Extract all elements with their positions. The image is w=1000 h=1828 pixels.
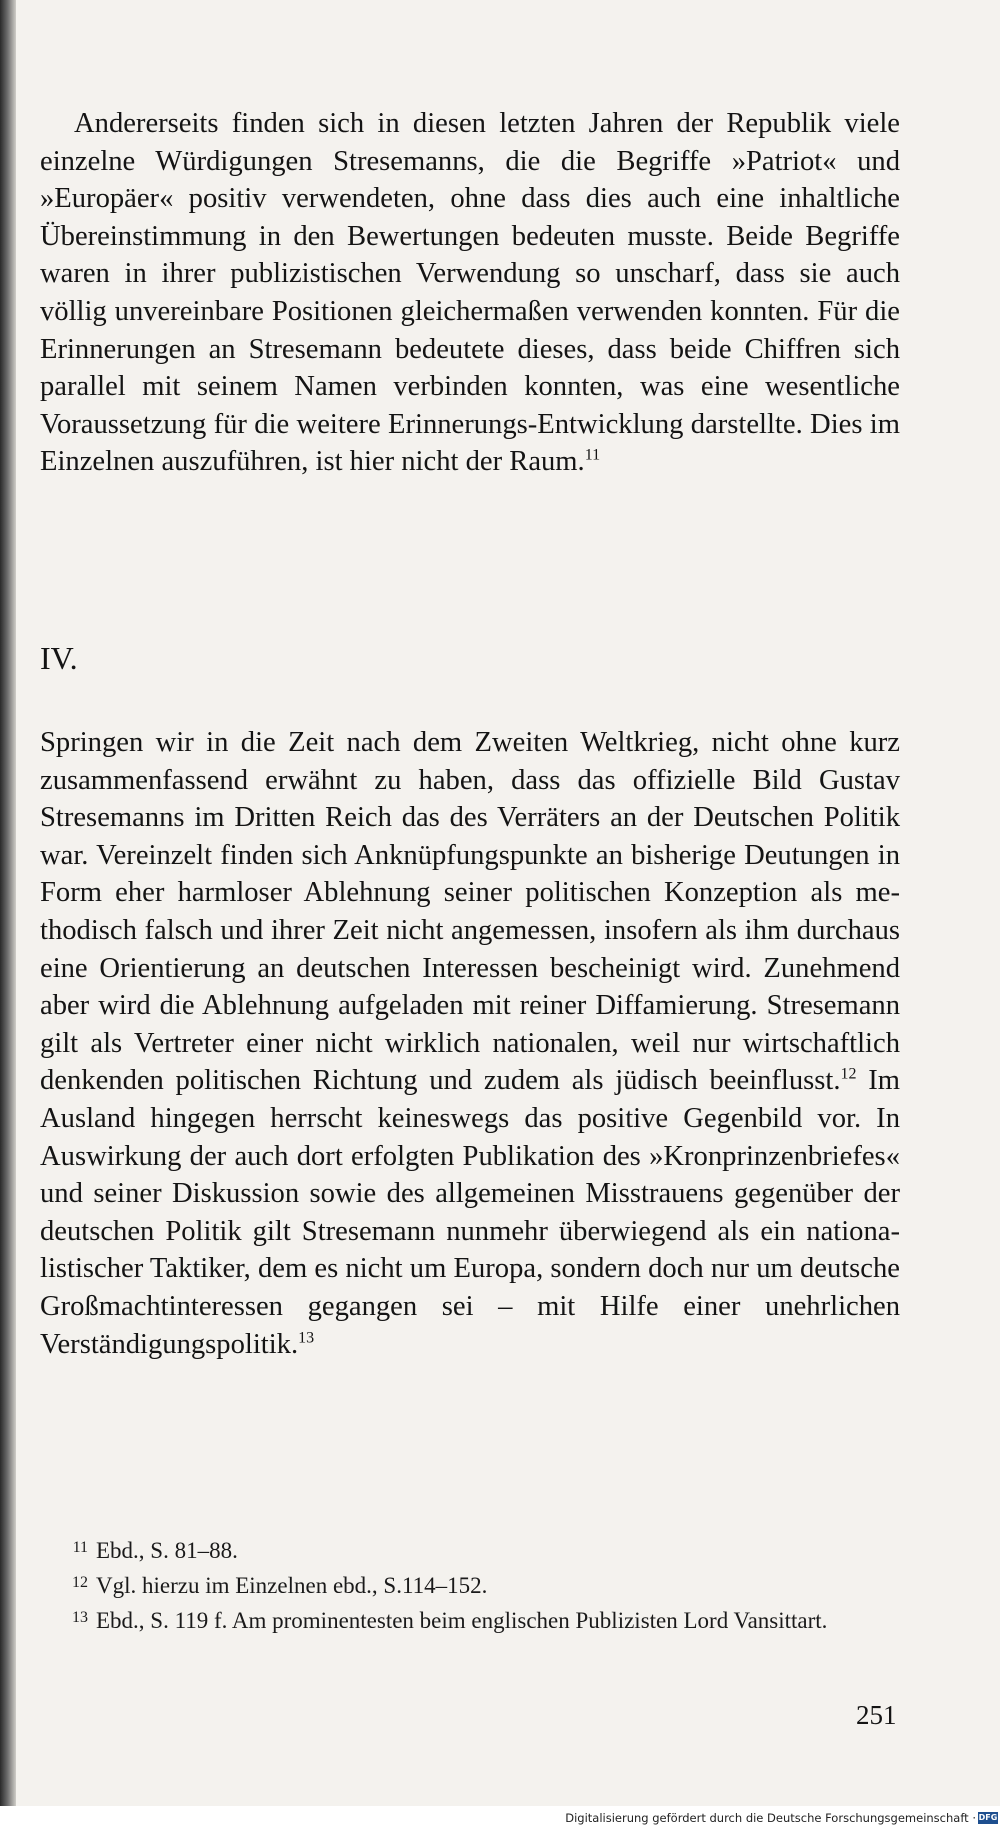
section-heading: IV. — [40, 640, 78, 676]
footnote-ref-12: 12 — [840, 1065, 857, 1083]
footnotes — [40, 1532, 900, 1637]
paragraph-1 — [40, 105, 900, 481]
footnote-number: 11 — [72, 1539, 88, 1556]
footnote-13 — [40, 1602, 900, 1637]
book-spine-shadow — [0, 0, 16, 1828]
page-number: 251 — [856, 1700, 897, 1730]
paragraph-2-part-2: Im Ausland hingegen herrscht keineswegs das positive Gegenbild vor. In Auswirkung der auch dort erfolgten Publikation des »Kronprinzenbriefes« und seiner Diskussion sowie des allgemeinen Misstrauens gegenüber der deutschen Politik gilt Stresemann nunmehr überwiegend als ein nationalistischer Taktiker, dem es nicht um Europa, sondern doch nur um deutsche Großmachtinteressen gegangen sei – mit Hilfe einer unehrlichen Verständigungspolitik. — [40, 1065, 900, 1360]
footnote-number: 12 — [72, 1574, 88, 1591]
footnote-text: Ebd., S. 81–88. — [96, 1538, 238, 1563]
dfg-logo-icon: DFG — [978, 1813, 998, 1822]
paragraph-2-text — [40, 724, 900, 1363]
paragraph-1-body: Andererseits finden sich in diesen letzten Jahren der Republik viele einzelne Würdigungen Stresemanns, die die Begriffe »Patriot« und »Europäer« positiv verwendeten, ohne dass dies auch eine inhaltliche Übereinstimmung in den Bewertungen bedeuten musste. Beide Begriffe waren in ihrer publizistischen Verwendung so unscharf, dass sie auch völlig unvereinbare Positionen gleichermaßen verwenden konnten. Für die Erinnerungen an Stresemann bedeutete dieses, dass beide Chiffren sich parallel mit seinem Namen verbinden konnten, was eine wesentliche Voraussetzung für die weitere Erinnerungs-Entwicklung darstellte. Dies im Einzelnen auszuführen, ist hier nicht der Raum. — [40, 108, 900, 478]
footnote-ref-13: 13 — [298, 1328, 315, 1346]
paragraph-2 — [40, 724, 900, 1363]
footnote-text: Ebd., S. 119 f. Am prominentesten beim englischen Publizisten Lord Vansittart. — [96, 1608, 828, 1633]
digitization-bar — [0, 1806, 1000, 1828]
footnote-text: Vgl. hierzu im Einzelnen ebd., S.114–152. — [96, 1573, 488, 1598]
footnote-12 — [40, 1567, 900, 1602]
footnote-ref-11: 11 — [584, 446, 601, 464]
footnote-11 — [40, 1532, 900, 1567]
digitization-note: Digitalisierung gefördert durch die Deutsche Forschungsgemeinschaft · — [565, 1811, 976, 1825]
paragraph-2-part-1: Springen wir in die Zeit nach dem Zweiten Weltkrieg, nicht ohne kurz zusammenfassend erwähnt zu haben, dass das offizielle Bild Gustav Stresemanns im Dritten Reich das des Verräters an der Deutschen Politik war. Vereinzelt finden sich Anknüpfungspunkte an bisherige Deutungen in Form eher harmloser Ablehnung seiner politischen Konzeption als methodisch falsch und ihrer Zeit nicht angemessen, insofern als ihm durchaus eine Orientierung an deutschen Interessen bescheinigt wird. Zunehmend aber wird die Ablehnung aufgeladen mit reiner Diffamierung. Stresemann gilt als Vertreter einer nicht wirklich nationalen, weil nur wirtschaftlich denkenden politischen Richtung und zudem als jüdisch beeinflusst. — [40, 727, 900, 1097]
paragraph-1-text — [40, 105, 900, 481]
footnote-number: 13 — [72, 1609, 88, 1626]
